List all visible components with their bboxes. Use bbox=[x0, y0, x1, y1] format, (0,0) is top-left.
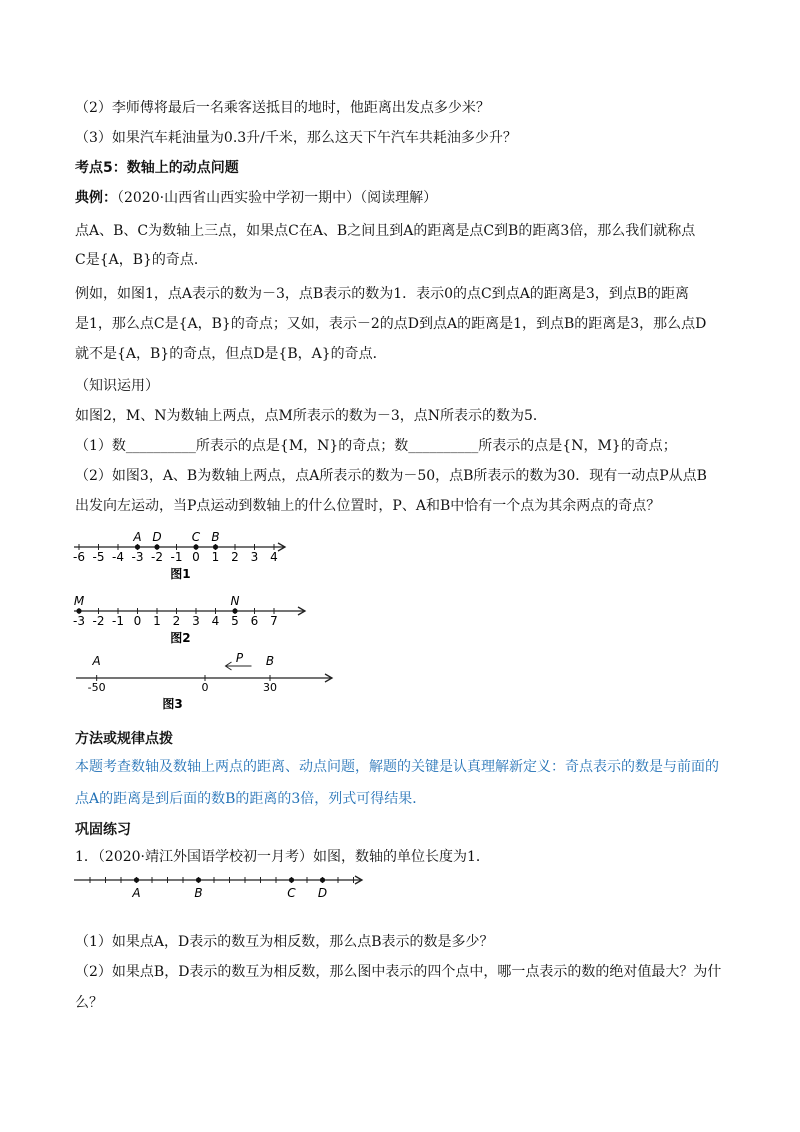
tick-label: 6 bbox=[250, 614, 259, 628]
point-label-p: P bbox=[235, 651, 244, 665]
tick-label: -5 bbox=[92, 550, 105, 564]
point-d bbox=[320, 877, 325, 882]
tick-label: -6 bbox=[73, 550, 85, 564]
paragraph-2-line-2: 是1，那么点C是{A，B}的奇点；又如，表示－2的点D到点A的距离是1，到点B的距离是3，那么点D bbox=[75, 316, 707, 332]
point-label-b: B bbox=[265, 654, 275, 668]
tick-label: 0 bbox=[201, 681, 209, 694]
point-c bbox=[193, 544, 198, 549]
section-title: 考点5：数轴上的动点问题 bbox=[75, 160, 239, 176]
tick-label: -3 bbox=[73, 614, 85, 628]
point-a bbox=[135, 544, 140, 549]
exercise-1: 1．（2020·靖江外国语学校初一月考）如图，数轴的单位长度为1． bbox=[75, 849, 490, 865]
question-2: （2）李师傅将最后一名乘客送抵目的地时，他距离出发点多少米？ bbox=[75, 100, 490, 116]
point-label-a: A bbox=[132, 886, 141, 900]
point-m bbox=[76, 608, 81, 613]
point-label-d: D bbox=[317, 886, 328, 900]
tick-label: 3 bbox=[192, 614, 200, 628]
tick-label: 0 bbox=[133, 614, 142, 628]
tick-label: 7 bbox=[270, 614, 278, 628]
figure-caption: 图2 bbox=[170, 631, 191, 645]
point-label-c: C bbox=[191, 530, 201, 544]
tick-label: 4 bbox=[211, 614, 220, 628]
point-c bbox=[289, 877, 294, 882]
exercise-1-question-1: （1）如果点A，D表示的数互为相反数，那么点B表示的数是多少？ bbox=[75, 934, 494, 950]
paragraph-3: 如图2，M、N为数轴上两点，点M所表示的数为－3，点N所表示的数为5． bbox=[75, 408, 547, 424]
figure-caption: 图3 bbox=[162, 697, 183, 711]
tick-label: 2 bbox=[231, 550, 239, 564]
subquestion-1: （1）数__________所表示的点是{M，N}的奇点；数__________所表示的点是{N，M}的奇点； bbox=[75, 438, 677, 454]
example-label: 典例： bbox=[75, 190, 117, 206]
point-b bbox=[196, 877, 201, 882]
exercise-1-question-2-line-2: 么？ bbox=[75, 995, 103, 1011]
point-a bbox=[134, 877, 139, 882]
practice-title: 巩固练习 bbox=[75, 822, 131, 838]
tick-label: -1 bbox=[170, 550, 183, 564]
method-line-1: 本题考查数轴及数轴上两点的距离、动点问题，解题的关键是认真理解新定义：奇点表示的数是与前面的 bbox=[75, 759, 719, 775]
tick-label: -2 bbox=[92, 614, 105, 628]
tick-label: -4 bbox=[112, 550, 124, 564]
tick-label: 0 bbox=[192, 550, 200, 564]
subquestion-2-line-1: （2）如图3，A、B为数轴上两点，点A所表示的数为－50，点B所表示的数为30．现有一动点P从点B bbox=[75, 468, 707, 484]
point-label-n: N bbox=[230, 594, 240, 608]
point-label-b: B bbox=[194, 886, 203, 900]
paragraph-1-line-1: 点A、B、C为数轴上三点，如果点C在A、B之间且到A的距离是点C到B的距离3倍，那么我们就称点 bbox=[75, 223, 696, 239]
subquestion-2-line-2: 出发向左运动，当P点运动到数轴上的什么位置时，P、A和B中恰有一个点为其余两点的奇点？ bbox=[75, 498, 661, 514]
point-d bbox=[154, 544, 159, 549]
exercise-1-question-2-line-1: （2）如果点B，D表示的数互为相反数，那么图中表示的四个点中，哪一点表示的数的绝对值最大？为什 bbox=[75, 964, 722, 980]
tick-label: 3 bbox=[250, 550, 259, 564]
paragraph-2-line-3: 就不是{A，B}的奇点，但点D是{B，A}的奇点． bbox=[75, 346, 387, 362]
point-label-m: M bbox=[73, 594, 85, 608]
method-line-2: 点A的距离是到后面的数B的距离的3倍，列式可得结果． bbox=[75, 791, 427, 807]
tick-label: 1 bbox=[211, 550, 220, 564]
point-label-d: D bbox=[152, 530, 162, 544]
point-label-b: B bbox=[211, 530, 220, 544]
tick-label: 1 bbox=[153, 614, 161, 628]
tick-label: 4 bbox=[270, 550, 278, 564]
point-label-c: C bbox=[287, 886, 296, 900]
example-source: （2020·山西省山西实验中学初一期中）（阅读理解） bbox=[117, 190, 438, 206]
point-n bbox=[232, 608, 237, 613]
number-line-figure-4 bbox=[70, 866, 370, 906]
tick-label: 30 bbox=[263, 681, 277, 694]
point-label-a: A bbox=[133, 530, 142, 544]
figure-caption: 图1 bbox=[170, 567, 191, 581]
number-line-figure-2 bbox=[70, 584, 320, 644]
point-b bbox=[213, 544, 218, 549]
tick-label: 5 bbox=[231, 614, 239, 628]
point-label-a: A bbox=[92, 654, 101, 668]
tick-label: -1 bbox=[112, 614, 124, 628]
knowledge-label: （知识运用） bbox=[75, 378, 159, 394]
tick-label: -2 bbox=[151, 550, 163, 564]
method-title: 方法或规律点拨 bbox=[75, 731, 173, 747]
tick-label: -3 bbox=[131, 550, 144, 564]
paragraph-1-line-2: C是{A，B}的奇点． bbox=[75, 252, 208, 268]
tick-label: -50 bbox=[87, 681, 106, 694]
tick-label: 2 bbox=[172, 614, 181, 628]
question-3: （3）如果汽车耗油量为0.3升/千米，那么这天下午汽车共耗油多少升？ bbox=[75, 130, 517, 146]
example-heading bbox=[75, 188, 437, 208]
number-line-figure-3 bbox=[70, 648, 340, 712]
number-line-figure-1 bbox=[70, 520, 300, 580]
paragraph-2-line-1: 例如，如图1，点A表示的数为－3，点B表示的数为1．表示0的点C到点A的距离是3，到点B的距离 bbox=[75, 286, 690, 302]
